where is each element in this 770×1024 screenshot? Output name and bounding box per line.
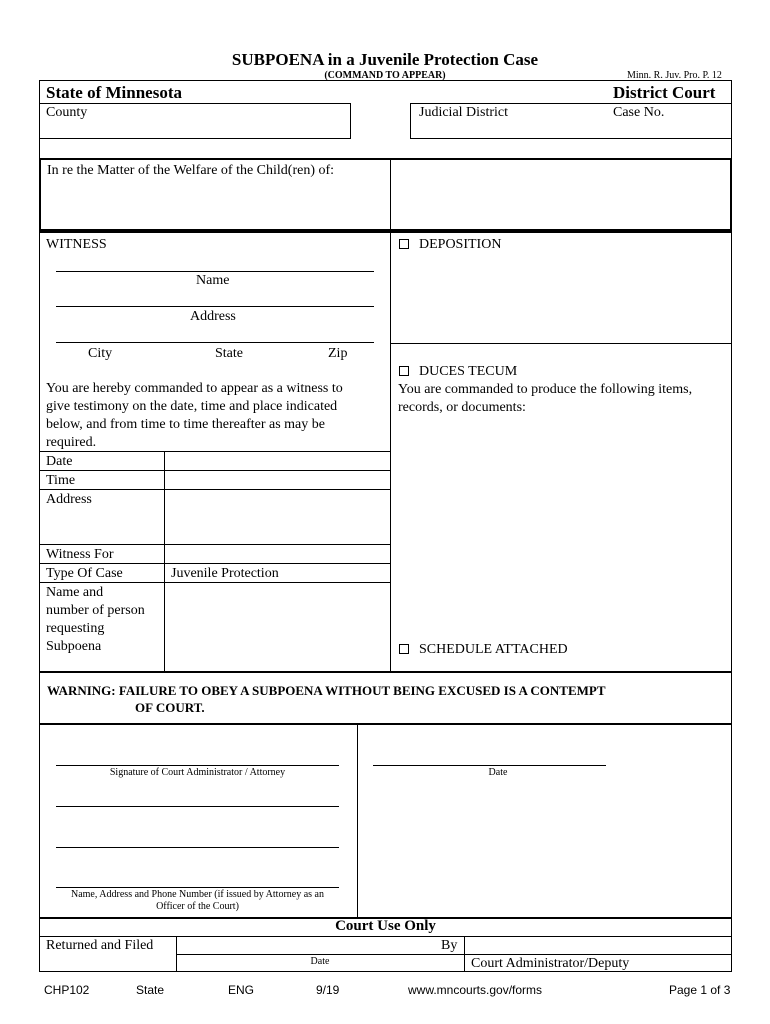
witness-for-label: Witness For bbox=[46, 547, 114, 562]
state-label: State bbox=[215, 346, 243, 361]
name-line-3[interactable] bbox=[56, 887, 339, 888]
command-text-line-3: below, and from time to time thereafter as may be bbox=[46, 417, 325, 432]
witness-for-field[interactable] bbox=[165, 545, 389, 563]
duces-text-line-2: records, or documents: bbox=[398, 400, 526, 415]
signature-line[interactable] bbox=[56, 765, 339, 766]
signature-date-caption: Date bbox=[488, 767, 508, 778]
court-heading: District Court bbox=[613, 83, 716, 102]
command-text-line-1: You are hereby commanded to appear as a witness to bbox=[46, 381, 343, 396]
by-field[interactable] bbox=[465, 937, 731, 954]
footer-state: State bbox=[136, 983, 165, 997]
footer-url[interactable]: www.mncourts.gov/forms bbox=[408, 983, 543, 997]
court-use-title: Court Use Only bbox=[335, 918, 436, 934]
signature-date-line[interactable] bbox=[373, 765, 606, 766]
footer-form-number: CHP102 bbox=[44, 983, 90, 997]
rule-reference: Minn. R. Juv. Pro. P. 12 bbox=[627, 70, 722, 81]
court-admin-label: Court Administrator/Deputy bbox=[471, 956, 630, 971]
footer-revision: 9/19 bbox=[316, 983, 340, 997]
time-label: Time bbox=[46, 473, 76, 488]
returned-date-field[interactable] bbox=[177, 937, 463, 954]
address-field[interactable] bbox=[165, 490, 389, 544]
name-caption-2: Officer of the Court) bbox=[156, 901, 239, 912]
duces-text-line-1: You are commanded to produce the following items, bbox=[398, 382, 693, 397]
requester-field[interactable] bbox=[165, 583, 389, 671]
schedule-attached-label: SCHEDULE ATTACHED bbox=[419, 642, 568, 657]
date-field[interactable] bbox=[165, 452, 389, 470]
witness-city-line[interactable] bbox=[56, 342, 374, 343]
requester-label-1: Name and bbox=[46, 585, 104, 600]
command-text-line-4: required. bbox=[46, 435, 97, 450]
time-field[interactable] bbox=[165, 471, 389, 489]
documents-field[interactable] bbox=[392, 420, 730, 635]
footer-page: Page 1 of 3 bbox=[669, 983, 731, 997]
by-label: By bbox=[441, 938, 458, 953]
deposition-label: DEPOSITION bbox=[419, 237, 502, 252]
footer-language: ENG bbox=[228, 983, 255, 997]
matter-label: In re the Matter of the Welfare of the Child(ren) of: bbox=[47, 163, 335, 178]
date-label: Date bbox=[46, 454, 73, 469]
type-of-case-value: Juvenile Protection bbox=[171, 566, 279, 581]
form-subtitle: (COMMAND TO APPEAR) bbox=[324, 70, 446, 81]
type-of-case-label: Type Of Case bbox=[46, 566, 123, 581]
witness-address-label: Address bbox=[190, 309, 236, 324]
requester-label-2: number of person bbox=[46, 603, 145, 618]
duces-tecum-checkbox[interactable] bbox=[399, 366, 409, 376]
state-heading: State of Minnesota bbox=[46, 83, 182, 102]
witness-name-label: Name bbox=[196, 273, 230, 288]
zip-label: Zip bbox=[328, 346, 348, 361]
county-label: County bbox=[46, 105, 88, 120]
requester-label-3: requesting bbox=[46, 621, 105, 636]
returned-filed-label: Returned and Filed bbox=[46, 938, 154, 953]
warning-line-1: WARNING: FAILURE TO OBEY A SUBPOENA WITHOUT BEING EXCUSED IS A CONTEMPT bbox=[47, 683, 606, 698]
address-label: Address bbox=[46, 492, 92, 507]
form-title: SUBPOENA in a Juvenile Protection Case bbox=[231, 50, 539, 69]
judicial-district-label: Judicial District bbox=[419, 105, 509, 120]
name-line-1[interactable] bbox=[56, 806, 339, 807]
city-label: City bbox=[88, 346, 113, 361]
name-line-2[interactable] bbox=[56, 847, 339, 848]
deposition-checkbox[interactable] bbox=[399, 239, 409, 249]
signature-caption: Signature of Court Administrator / Attorney bbox=[109, 767, 286, 778]
schedule-attached-checkbox[interactable] bbox=[399, 644, 409, 654]
requester-label-4: Subpoena bbox=[46, 639, 102, 654]
witness-label: WITNESS bbox=[46, 237, 107, 252]
court-date-caption: Date bbox=[310, 956, 330, 967]
case-number-label: Case No. bbox=[613, 105, 665, 120]
witness-address-line[interactable] bbox=[56, 306, 374, 307]
name-caption-1: Name, Address and Phone Number (if issued by Attorney as an bbox=[70, 889, 324, 900]
warning-line-2: OF COURT. bbox=[135, 700, 205, 715]
command-text-line-2: give testimony on the date, time and place indicated bbox=[46, 399, 338, 414]
duces-tecum-label: DUCES TECUM bbox=[419, 364, 518, 379]
